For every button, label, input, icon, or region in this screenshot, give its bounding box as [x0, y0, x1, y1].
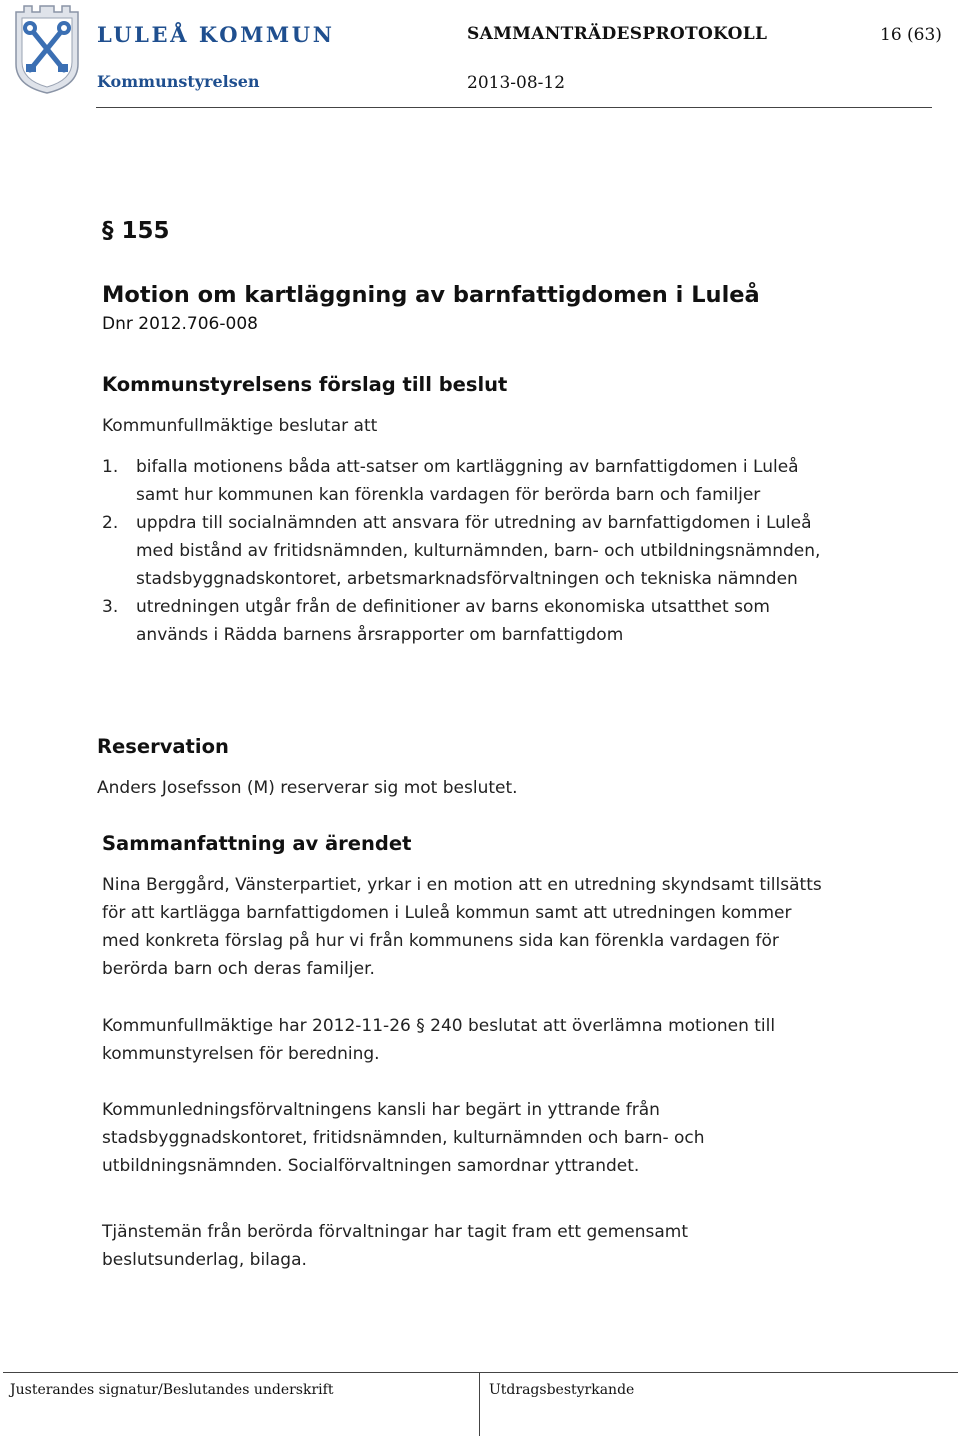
lulea-coat-of-arms-icon [14, 4, 80, 94]
reservation-text: Anders Josefsson (M) reserverar sig mot beslutet. [97, 778, 518, 798]
municipality-name: LULEÅ KOMMUN [97, 22, 335, 47]
list-item-text: bifalla motionens båda att-satser om kartläggning av barnfattigdomen i Luleå samt hur kommunen kan förenkla vardagen för berörda barn och familjer [136, 457, 799, 505]
reservation-heading: Reservation [97, 735, 229, 758]
document-type: SAMMANTRÄDESPROTOKOLL [467, 24, 768, 44]
summary-paragraph [102, 1096, 822, 1180]
header-divider [96, 107, 932, 108]
page-title: Motion om kartläggning av barnfattigdomen i Luleå [102, 282, 760, 308]
summary-paragraph [102, 1218, 822, 1274]
meeting-date: 2013-08-12 [467, 73, 566, 93]
list-item [102, 453, 822, 509]
signature-label: Justerandes signatur/Beslutandes underskrift [10, 1382, 334, 1398]
paragraph-number: § 155 [102, 218, 170, 244]
summary-paragraph [102, 871, 822, 983]
footer-column-divider [479, 1372, 480, 1436]
board-name: Kommunstyrelsen [97, 72, 260, 91]
diary-number: Dnr 2012.706-008 [102, 314, 258, 334]
list-item-number: 1. [102, 457, 119, 477]
list-item-number: 2. [102, 513, 119, 533]
summary-paragraph-text: Kommunfullmäktige har 2012-11-26 § 240 beslutat att överlämna motionen till kommunstyrelsen för beredning. [102, 1016, 776, 1064]
proposal-heading: Kommunstyrelsens förslag till beslut [102, 373, 508, 396]
list-item-text: uppdra till socialnämnden att ansvara för utredning av barnfattigdomen i Luleå med bistånd av fritidsnämnden, kulturnämnden, barn- och utbildningsnämnden, stadsbyggnadskontoret, arbetsmarknadsförvaltningen och tekniska nämnden [136, 513, 821, 589]
footer-divider [3, 1372, 958, 1373]
list-item [102, 509, 822, 593]
summary-paragraph-text: Nina Berggård, Vänsterpartiet, yrkar i en motion att en utredning skyndsamt tillsätts för att kartlägga barnfattigdomen i Luleå kommun samt att utredningen kommer med konkreta förslag på hur vi från kommunens sida kan förenkla vardagen för berörda barn och deras familjer. [102, 875, 822, 979]
list-item [102, 593, 822, 649]
list-item-text: utredningen utgår från de definitioner av barns ekonomiska utsatthet som används i Rädda barnens årsrapporter om barnfattigdom [136, 597, 770, 645]
extract-label: Utdragsbestyrkande [489, 1382, 635, 1398]
list-item-number: 3. [102, 597, 119, 617]
page-number: 16 (63) [880, 25, 942, 45]
proposal-lead: Kommunfullmäktige beslutar att [102, 416, 378, 436]
summary-heading: Sammanfattning av ärendet [102, 832, 412, 855]
summary-paragraph-text: Kommunledningsförvaltningens kansli har begärt in yttrande från stadsbyggnadskontoret, fritidsnämnden, kulturnämnden och barn- och utbildningsnämnden. Socialförvaltningen samordnar yttrandet. [102, 1100, 705, 1176]
summary-paragraph [102, 1012, 822, 1068]
proposal-list [102, 453, 822, 649]
summary-paragraph-text: Tjänstemän från berörda förvaltningar har tagit fram ett gemensamt beslutsunderlag, bilaga. [102, 1222, 689, 1270]
